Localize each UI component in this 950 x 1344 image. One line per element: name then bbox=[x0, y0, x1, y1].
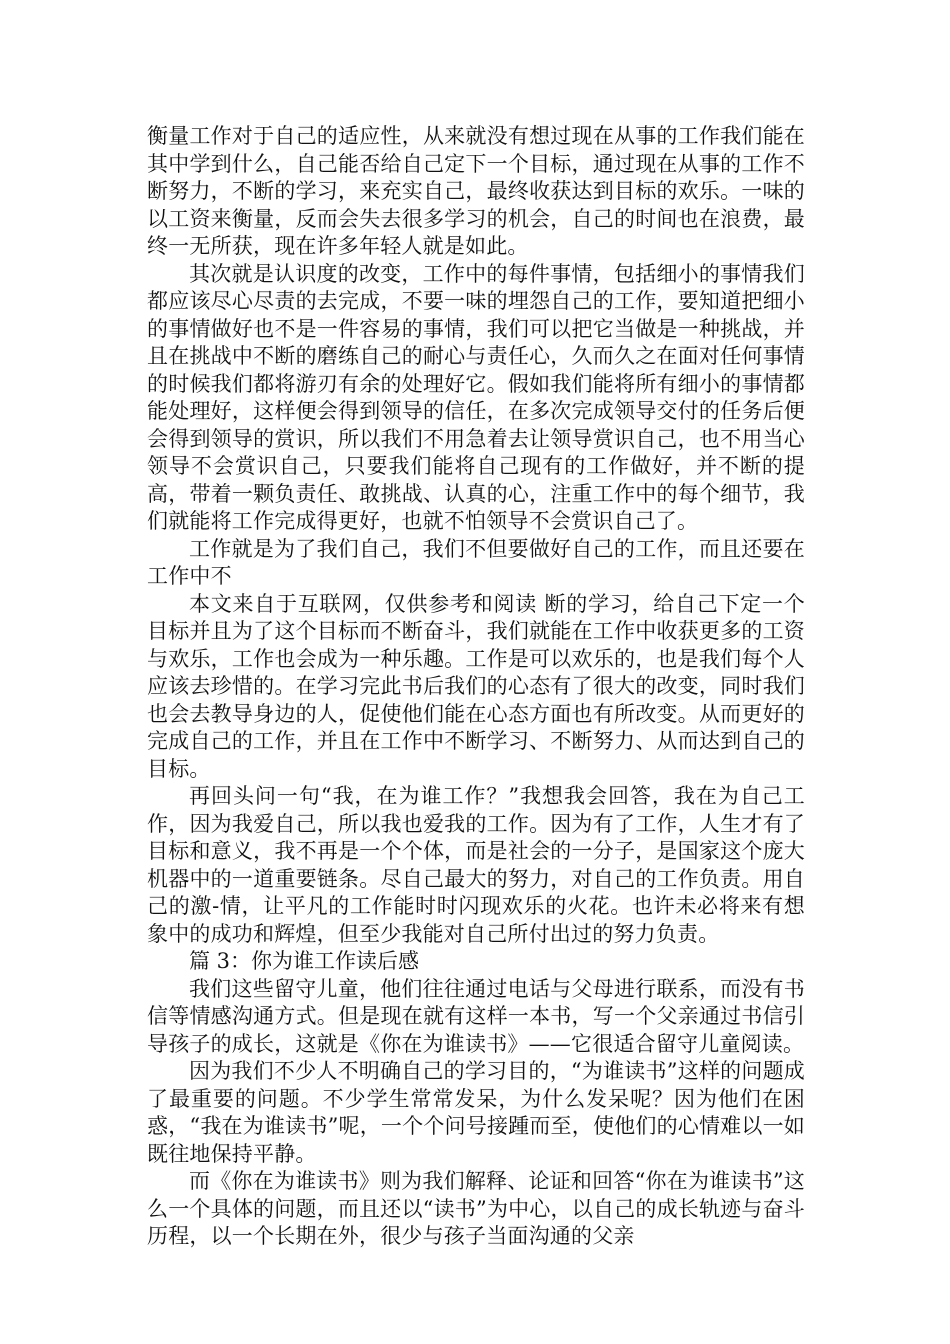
paragraph-3: 工作就是为了我们自己，我们不但要做好自己的工作，而且还要在工作中不 bbox=[147, 536, 805, 588]
paragraph-5: 再回头问一句“我，在为谁工作？”我想我会回答，我在为自己工作，因为我爱自己，所以我也爱我的工作。因为有了工作，人生才有了目标和意义，我不再是一个个体，而是社会的一分子，是国家这个庞大机器中的一道重要链条。尽自己最大的努力，对自己的工作负责。用自己的激-情，让平凡的工作能时时闪现欢乐的火花。也许未必将来有想象中的成功和辉煌，但至少我能对自己所付出过的努力负责。 bbox=[147, 784, 805, 946]
paragraph-6: 我们这些留守儿童，他们往往通过电话与父母进行联系，而没有书信等情感沟通方式。但是现在就有这样一本书，写一个父亲通过书信引导孩子的成长，这就是《你在为谁读书》——它很适合留守儿童阅读。 bbox=[147, 976, 805, 1056]
paragraph-7: 因为我们不少人不明确自己的学习目的，“为谁读书”这样的问题成了最重要的问题。不少学生常常发呆，为什么发呆呢？因为他们在困惑，“我在为谁读书”呢，一个个问号接踵而至，使他们的心情难以一如既往地保持平静。 bbox=[147, 1059, 805, 1166]
paragraph-4: 本文来自于互联网，仅供参考和阅读 断的学习，给自己下定一个目标并且为了这个目标而不断奋斗，我们就能在工作中收获更多的工资与欢乐，工作也会成为一种乐趣。工作是可以欢乐的，也是我们每个人应该去珍惜的。在学习完此书后我们的心态有了很大的改变，同时我们也会去教导身边的人，促使他们能在心态方面也有所改变。从而更好的完成自己的工作，并且在工作中不断学习、不断努力、从而达到自己的目标。 bbox=[147, 591, 805, 781]
paragraph-8: 而《你在为谁读书》则为我们解释、论证和回答“你在为谁读书”这么一个具体的问题，而且还以“读书”为中心，以自己的成长轨迹与奋斗历程，以一个长期在外，很少与孩子当面沟通的父亲 bbox=[147, 1169, 805, 1248]
paragraph-2: 其次就是认识度的改变，工作中的每件事情，包括细小的事情我们都应该尽心尽责的去完成，不要一味的埋怨自己的工作，要知道把细小的事情做好也不是一件容易的事情，我们可以把它当做是一种挑战，并且在挑战中不断的磨练自己的耐心与责任心，久而久之在面对任何事情的时候我们都将游刃有余的处理好它。假如我们能将所有细小的事情都能处理好，这样便会得到领导的信任，在多次完成领导交付的任务后便会得到领导的赏识，所以我们不用急着去让领导赏识自己，也不用当心领导不会赏识自己，只要我们能将自己现有的工作做好，并不断的提高，带着一颗负责任、敢挑战、认真的心，注重工作中的每个细节，我们就能将工作完成得更好，也就不怕领导不会赏识自己了。 bbox=[147, 261, 805, 533]
document-page bbox=[147, 123, 805, 1251]
section-heading: 篇 3：你为谁工作读后感 bbox=[189, 949, 420, 973]
paragraph-1: 衡量工作对于自己的适应性，从来就没有想过现在从事的工作我们能在其中学到什么，自己能否给自己定下一个目标，通过现在从事的工作不断努力，不断的学习，来充实自己，最终收获达到目标的欢乐。一味的以工资来衡量，反而会失去很多学习的机会，自己的时间也在浪费，最终一无所获，现在许多年轻人就是如此。 bbox=[147, 124, 805, 258]
